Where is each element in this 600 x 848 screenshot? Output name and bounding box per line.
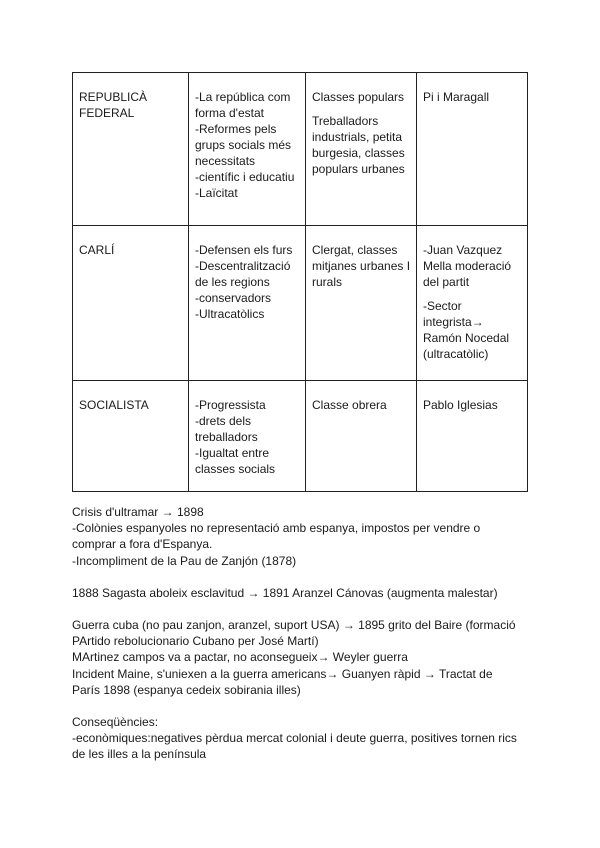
cell-text-line: integrista→ (423, 315, 484, 329)
cell-text-line: -Progressista (195, 398, 266, 412)
note-line: Incident Maine, s'uniexen a la guerra americans→ Guanyen ràpid → Tractat de (72, 666, 493, 681)
cell-text-line: rurals (312, 275, 343, 289)
cell-text-line: -Igualtat entre (195, 446, 270, 460)
cell-text-line: mitjanes urbanes I (312, 259, 411, 273)
cell-text-line: REPUBLICÀ (79, 90, 148, 104)
cell-text-line: -Defensen els furs (195, 243, 293, 257)
cell-text-line: Clergat, classes (312, 243, 398, 257)
cell-text-line: de les regions (195, 275, 270, 289)
note-line: MArtinez campos va a pactar, no aconsegueix→ Weyler guerra (72, 650, 408, 665)
cell-text-line: grups socials més (195, 138, 292, 152)
party-name-cell (73, 73, 189, 226)
note-paragraph (72, 504, 532, 569)
note-line: -Colònies espanyoles no representació amb espanya, impostos per vendre o (72, 521, 481, 536)
cell-text-line: populars urbanes (312, 162, 405, 176)
cell-text-line: -Reformes pels (195, 122, 277, 136)
table-row (73, 381, 528, 492)
table-row (73, 73, 528, 226)
cell-text-line: (ultracatòlic) (423, 347, 489, 361)
party-name-cell (73, 226, 189, 381)
cell-text-line: Classe obrera (312, 398, 387, 412)
cell-text-line: Mella moderació (423, 259, 512, 273)
note-line: Conseqüències: (72, 715, 159, 730)
cell-text-line: -Ultracatòlics (195, 307, 265, 321)
ideas-cell (189, 226, 306, 381)
social-classes-cell (306, 226, 417, 381)
cell-text-line: -conservadors (195, 291, 272, 305)
line-gap (312, 105, 411, 113)
note-line: comprar a fora d'Espanya. (72, 537, 213, 552)
cell-text-line: -Sector (423, 299, 462, 313)
note-line: de les illes a la península (72, 747, 207, 762)
cell-text-line: -Laïcitat (195, 186, 238, 200)
cell-text-line: Pi i Maragall (423, 90, 490, 104)
cell-text-line: -científic i educatiu (195, 170, 295, 184)
cell-text-line: -Descentralització (195, 259, 291, 273)
note-line: París 1898 (espanya cedeix sobirania illes) (72, 682, 301, 697)
table-row (73, 226, 528, 381)
party-name-cell (73, 381, 189, 492)
cell-text-line: -La república com (195, 90, 291, 104)
cell-text-line: forma d'estat (195, 106, 264, 120)
line-gap (423, 290, 522, 298)
note-line: -Incompliment de la Pau de Zanjón (1878) (72, 553, 297, 568)
cell-text-line: burgesia, classes (312, 146, 405, 160)
cell-text-line: Classes populars (312, 90, 405, 104)
cell-text-line: CARLÍ (79, 243, 115, 257)
cell-text-line: Pablo Iglesias (423, 398, 498, 412)
leaders-cell (417, 381, 528, 492)
cell-text-line: Ramón Nocedal (423, 331, 510, 345)
ideas-cell (189, 381, 306, 492)
cell-text-line: industrials, petita (312, 130, 403, 144)
cell-text-line: SOCIALISTA (79, 398, 149, 412)
note-paragraph (72, 617, 532, 698)
cell-text-line: classes socials (195, 462, 276, 476)
political-parties-table (72, 72, 528, 492)
cell-text-line: Treballadors (312, 114, 379, 128)
ideas-cell (189, 73, 306, 226)
cell-text-line: del partit (423, 275, 470, 289)
notes-section (72, 504, 532, 779)
cell-text-line: -Juan Vazquez (423, 243, 503, 257)
note-paragraph (72, 714, 532, 763)
cell-text-line: FEDERAL (79, 106, 135, 120)
note-line: PArtido rebolucionario Cubano per José Martí) (72, 634, 319, 649)
note-line: Crisis d'ultramar → 1898 (72, 505, 204, 519)
cell-text-line: necessitats (195, 154, 256, 168)
cell-text-line: treballadors (195, 430, 258, 444)
leaders-cell (417, 226, 528, 381)
note-line: -econòmiques:negatives pèrdua mercat colonial i deute guerra, positives tornen rics (72, 731, 517, 746)
note-paragraph (72, 585, 532, 601)
cell-text-line: -drets dels (195, 414, 252, 428)
social-classes-cell (306, 73, 417, 226)
note-line: 1888 Sagasta aboleix esclavitud → 1891 Aranzel Cánovas (augmenta malestar) (72, 585, 498, 600)
leaders-cell (417, 73, 528, 226)
note-line: Guerra cuba (no pau zanjon, aranzel, suport USA) → 1895 grito del Baire (formació (72, 618, 516, 633)
social-classes-cell (306, 381, 417, 492)
